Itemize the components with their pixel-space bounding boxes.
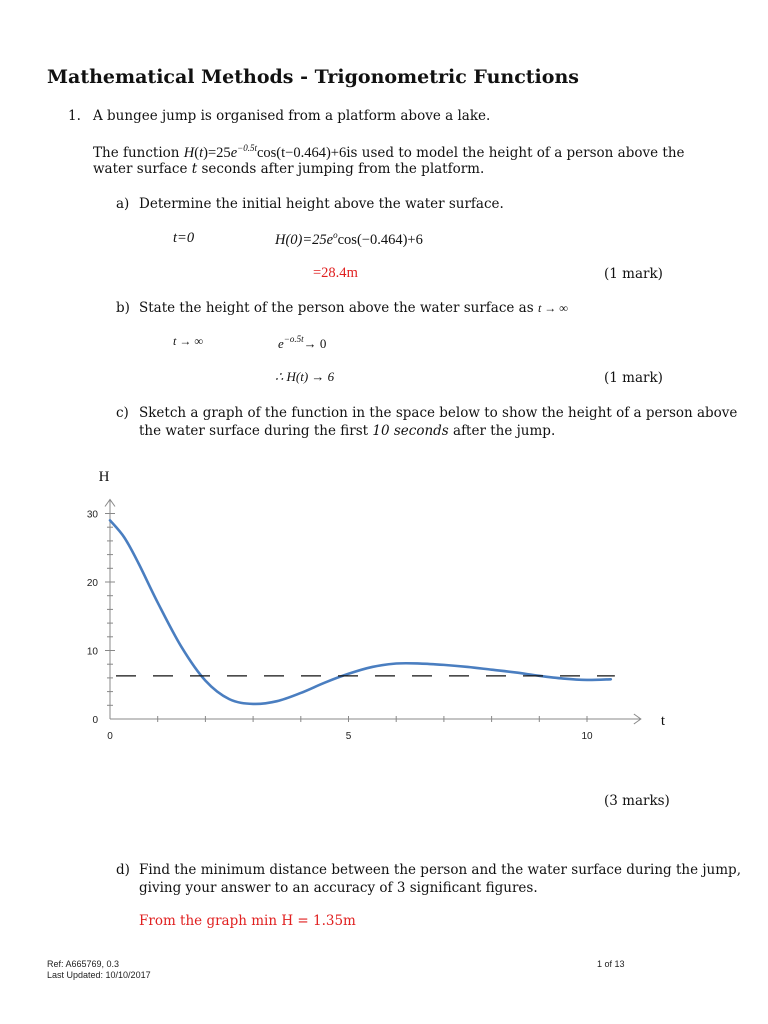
function-H: H	[183, 145, 195, 161]
part-b-question-text: State the height of the person above the water surface as	[139, 300, 534, 316]
part-c-label: c)	[116, 405, 129, 421]
function-suffix: is used to model the height of a person above the	[346, 145, 685, 161]
part-c-question-1: Sketch a graph of the function in the space below to show the height of a person above	[139, 405, 738, 421]
part-a-exp: o	[333, 230, 338, 240]
function-prefix: The function	[93, 145, 180, 161]
function-arg: (t−0.464)	[276, 145, 331, 161]
x-tick-label: 10	[581, 731, 593, 742]
x-axis-label: t	[660, 713, 666, 729]
function-line: The function $H(t)=25e^{-0.5t}\cos(t-0.464)+6is$ used to model the height of a person above the	[93, 143, 685, 161]
part-b-question-math: t → ∞	[537, 301, 568, 315]
function-exponent: −0.5t	[237, 143, 257, 153]
part-a-work-t: t=0	[173, 230, 195, 246]
line2-a: water surface	[93, 161, 188, 177]
function-eq: =25	[208, 145, 231, 161]
x-tick-label: 0	[107, 731, 113, 742]
y-axis-label: H	[98, 469, 110, 485]
footer-updated: Last Updated: 10/10/2017	[47, 970, 151, 980]
part-c-q2-italic: 10 seconds	[372, 423, 449, 439]
function-e: e	[230, 145, 238, 161]
line2-t: t	[191, 161, 198, 177]
part-c-marks: (3 marks)	[604, 793, 670, 809]
function-plus: +6	[330, 145, 347, 161]
chart-ticks	[87, 510, 593, 743]
part-c-question-2	[139, 423, 555, 439]
part-b-question	[139, 300, 568, 316]
part-a-marks: (1 mark)	[604, 266, 663, 282]
part-d-label: d)	[116, 862, 130, 878]
part-b-e: e	[278, 336, 284, 351]
part-a-rest: cos(−0.464)+6	[337, 232, 423, 248]
line2-b: seconds after jumping from the platform.	[201, 161, 485, 177]
height-time-chart	[70, 455, 670, 755]
part-b-label: b)	[116, 300, 130, 316]
part-b-arrow: → 0	[303, 336, 327, 351]
chart-series	[110, 520, 615, 704]
part-a-question: Determine the initial height above the water surface.	[139, 196, 504, 212]
part-c-q2-a: the water surface during the first	[139, 423, 369, 439]
y-tick-label: 30	[86, 509, 98, 521]
part-a-answer-unit: m	[346, 265, 358, 281]
question-number: 1.	[68, 108, 81, 124]
y-tick-label: 0	[92, 715, 98, 726]
footer-page: 1 of 13	[597, 959, 625, 969]
part-a-answer	[313, 265, 358, 282]
part-c-q2-b: after the jump.	[453, 423, 556, 439]
chart-axes	[105, 500, 641, 725]
footer-ref: Ref: A665769, 0.3	[47, 959, 120, 969]
part-b-work-t: t → ∞	[173, 334, 203, 348]
part-b-work-e	[278, 334, 326, 352]
x-tick-label: 5	[345, 731, 352, 742]
part-a-H: H(0)=25e	[275, 232, 334, 248]
part-d-question-2: giving your answer to an accuracy of 3 significant figures.	[139, 880, 538, 896]
part-a-answer-num: =28.4	[313, 265, 347, 281]
part-a-label: a)	[116, 196, 130, 212]
y-tick-label: 10	[86, 646, 98, 658]
page-title: Mathematical Methods - Trigonometric Functions	[47, 66, 579, 88]
question-intro: A bungee jump is organised from a platform above a lake.	[93, 108, 491, 124]
part-b-marks: (1 mark)	[604, 370, 663, 386]
part-b-conclusion: ∴ H(t) → 6	[275, 369, 335, 384]
part-b-exp: −o.5t	[283, 334, 304, 344]
function-t: t	[199, 145, 204, 161]
function-cos: cos	[256, 145, 277, 161]
function-line-2	[93, 161, 484, 177]
part-d-answer: From the graph min H = 1.35m	[139, 913, 356, 929]
part-d-question-1: Find the minimum distance between the person and the water surface during the jump,	[139, 862, 741, 878]
part-a-work-H	[275, 230, 423, 249]
y-tick-label: 20	[86, 578, 98, 589]
